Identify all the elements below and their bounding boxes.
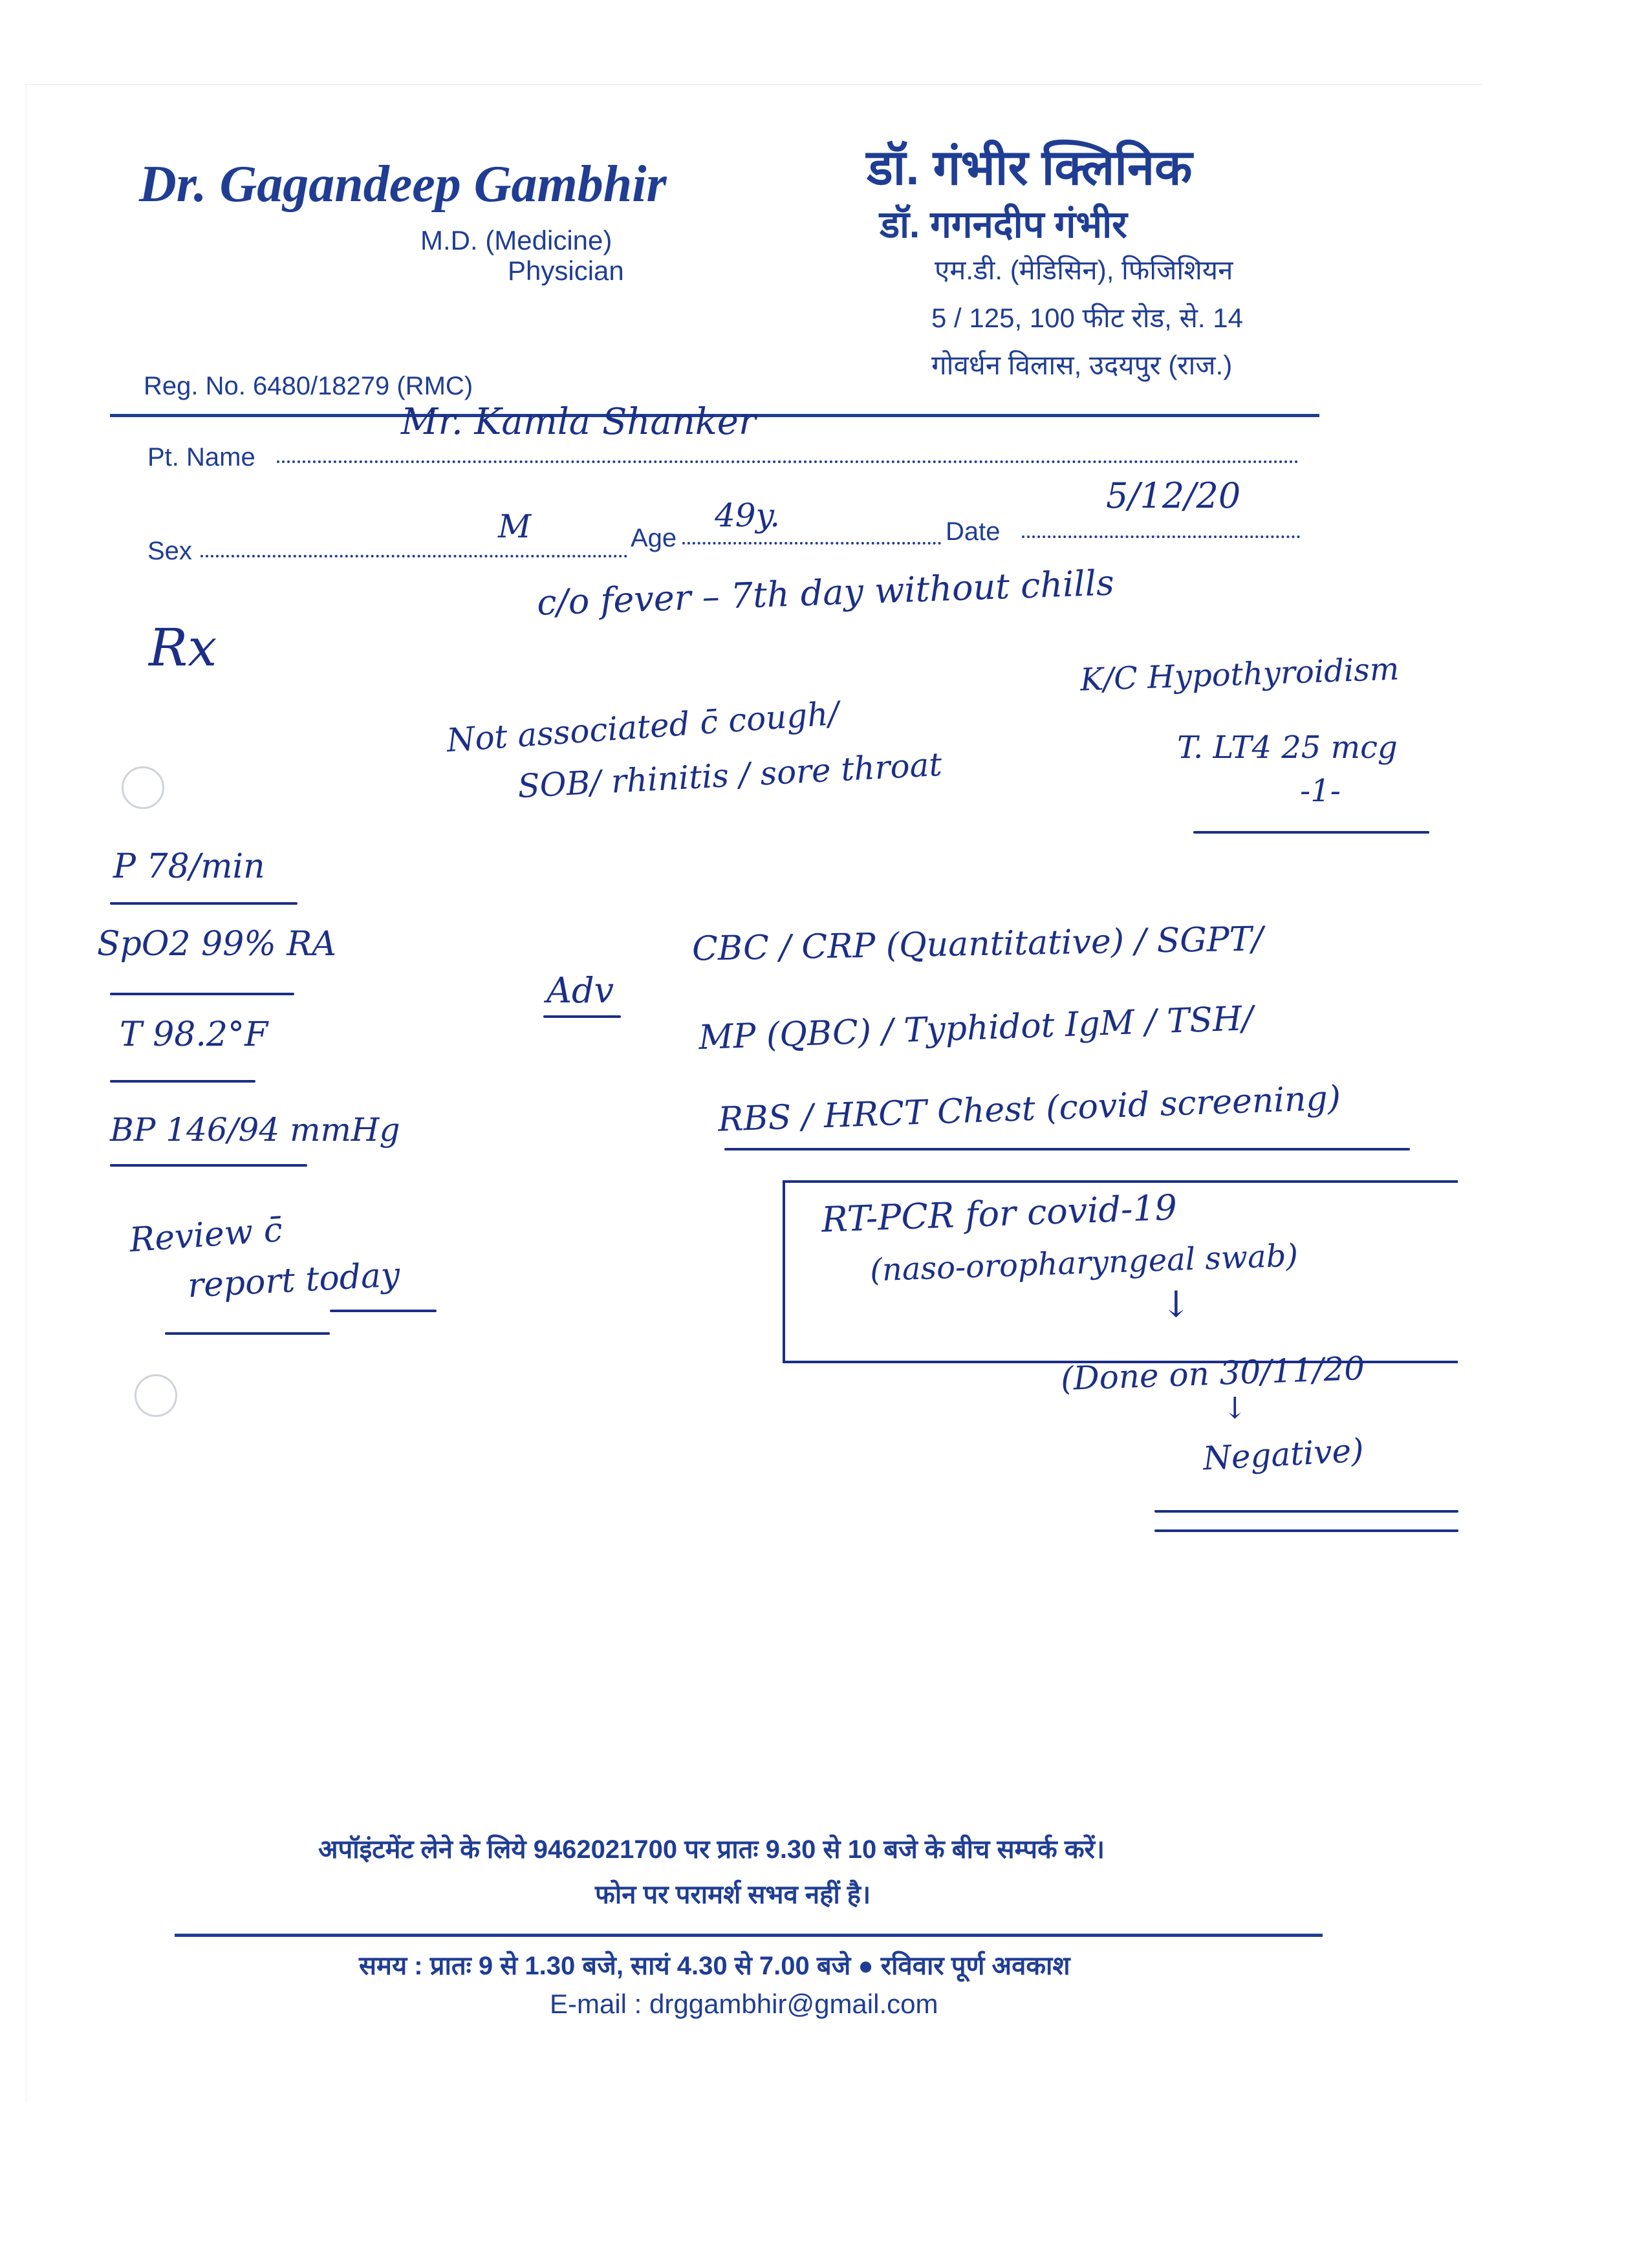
clinic-name-hindi: डॉ. गंभीर क्लिनिक <box>867 140 1193 195</box>
vital-temperature: T 98.2°F <box>120 1015 268 1054</box>
punch-hole-top <box>122 766 164 809</box>
done-arrow: ↓ <box>1222 1390 1248 1425</box>
sex-line <box>200 555 627 557</box>
pt-name-line <box>277 460 1299 463</box>
date-line <box>1022 535 1300 538</box>
history-line-2: SOB/ rhinitis / sore throat <box>516 745 943 806</box>
done-line-1: (Done on 30/11/20 <box>1060 1349 1366 1398</box>
appointment-note: अपॉइंटमेंट लेने के लिये 9462021700 पर प्रातः 9.30 से 10 बजे के बीच सम्पर्क करें। <box>318 1835 1105 1864</box>
date-label: Date <box>946 517 1001 546</box>
known-case-medication: T. LT4 25 mcg <box>1177 729 1398 766</box>
end-double-line-1 <box>1154 1510 1458 1513</box>
age-line <box>682 542 941 545</box>
advice-line-1: CBC / CRP (Quantitative) / SGPT/ <box>691 920 1264 969</box>
advice-label: Adv <box>547 970 614 1011</box>
known-case-dose: -1- <box>1300 773 1341 809</box>
clinic-email: E-mail : drggambhir@gmail.com <box>550 1989 938 2019</box>
punch-hole-bottom <box>135 1374 177 1417</box>
doctor-name: Dr. Gagandeep Gambhir <box>139 156 667 213</box>
sex-value: M <box>498 508 532 545</box>
address-line-1: 5 / 125, 100 फीट रोड, से. 14 <box>931 303 1243 333</box>
age-value: 49y. <box>715 497 781 534</box>
advice-label-underline <box>543 1015 621 1018</box>
end-double-line-2 <box>1154 1529 1458 1532</box>
vital-pulse-underline <box>110 902 298 905</box>
doctor-title: Physician <box>508 255 624 286</box>
vital-bp-underline <box>110 1164 307 1167</box>
known-case-underline <box>1193 831 1429 834</box>
advice-line-3: RBS / HRCT Chest (covid screening) <box>717 1079 1341 1139</box>
history-line-1: Not associated c̄ cough/ <box>445 694 841 760</box>
vital-spo2: SpO2 99% RA <box>97 925 336 964</box>
today-underline <box>330 1310 437 1312</box>
doctor-degree: M.D. (Medicine) <box>420 225 612 255</box>
rx-symbol: Rx <box>149 618 217 678</box>
vital-pulse: P 78/min <box>113 847 265 886</box>
vital-bp: BP 146/94 mmHg <box>110 1111 400 1149</box>
address-line-2: गोवर्धन विलास, उदयपुर (राज.) <box>931 350 1233 380</box>
no-phone-consult-note: फोन पर परामर्श सभव नहीं है। <box>595 1881 871 1909</box>
vital-temperature-underline <box>110 1080 255 1083</box>
rtpcr-line-2: (naso-oropharyngeal swab) <box>869 1237 1299 1289</box>
date-value: 5/12/20 <box>1106 475 1241 516</box>
advice-underline <box>724 1148 1410 1150</box>
advice-line-2: MP (QBC) / Typhidot IgM / TSH/ <box>698 999 1254 1057</box>
sex-label: Sex <box>147 537 192 565</box>
doctor-name-hindi: डॉ. गगनदीप गंभीर <box>880 204 1127 246</box>
degree-hindi: एम.डी. (मेडिसिन), फिजिशियन <box>935 255 1233 285</box>
review-line-1: Review c̄ <box>128 1210 284 1260</box>
rtpcr-line-1: RT-PCR for covid-19 <box>821 1187 1178 1240</box>
pt-name-label: Pt. Name <box>147 443 255 471</box>
done-line-2: Negative) <box>1202 1431 1365 1478</box>
review-line-2: report today <box>186 1255 401 1306</box>
footer-rule <box>175 1934 1323 1937</box>
vital-spo2-underline <box>110 993 294 995</box>
review-underline <box>165 1332 330 1335</box>
known-case: K/C Hypothyroidism <box>1079 651 1400 698</box>
rtpcr-arrow: ↓ <box>1161 1284 1191 1326</box>
registration-number: Reg. No. 6480/18279 (RMC) <box>144 372 473 400</box>
age-label: Age <box>631 524 677 552</box>
clinic-timing: समय : प्रातः 9 से 1.30 बजे, सायं 4.30 से 7.00 बजे ● रविवार पूर्ण अवकाश <box>359 1952 1070 1980</box>
chief-complaint: c/o fever – 7th day without chills <box>536 562 1115 623</box>
patient-name-value: Mr. Kamla Shanker <box>401 401 756 443</box>
